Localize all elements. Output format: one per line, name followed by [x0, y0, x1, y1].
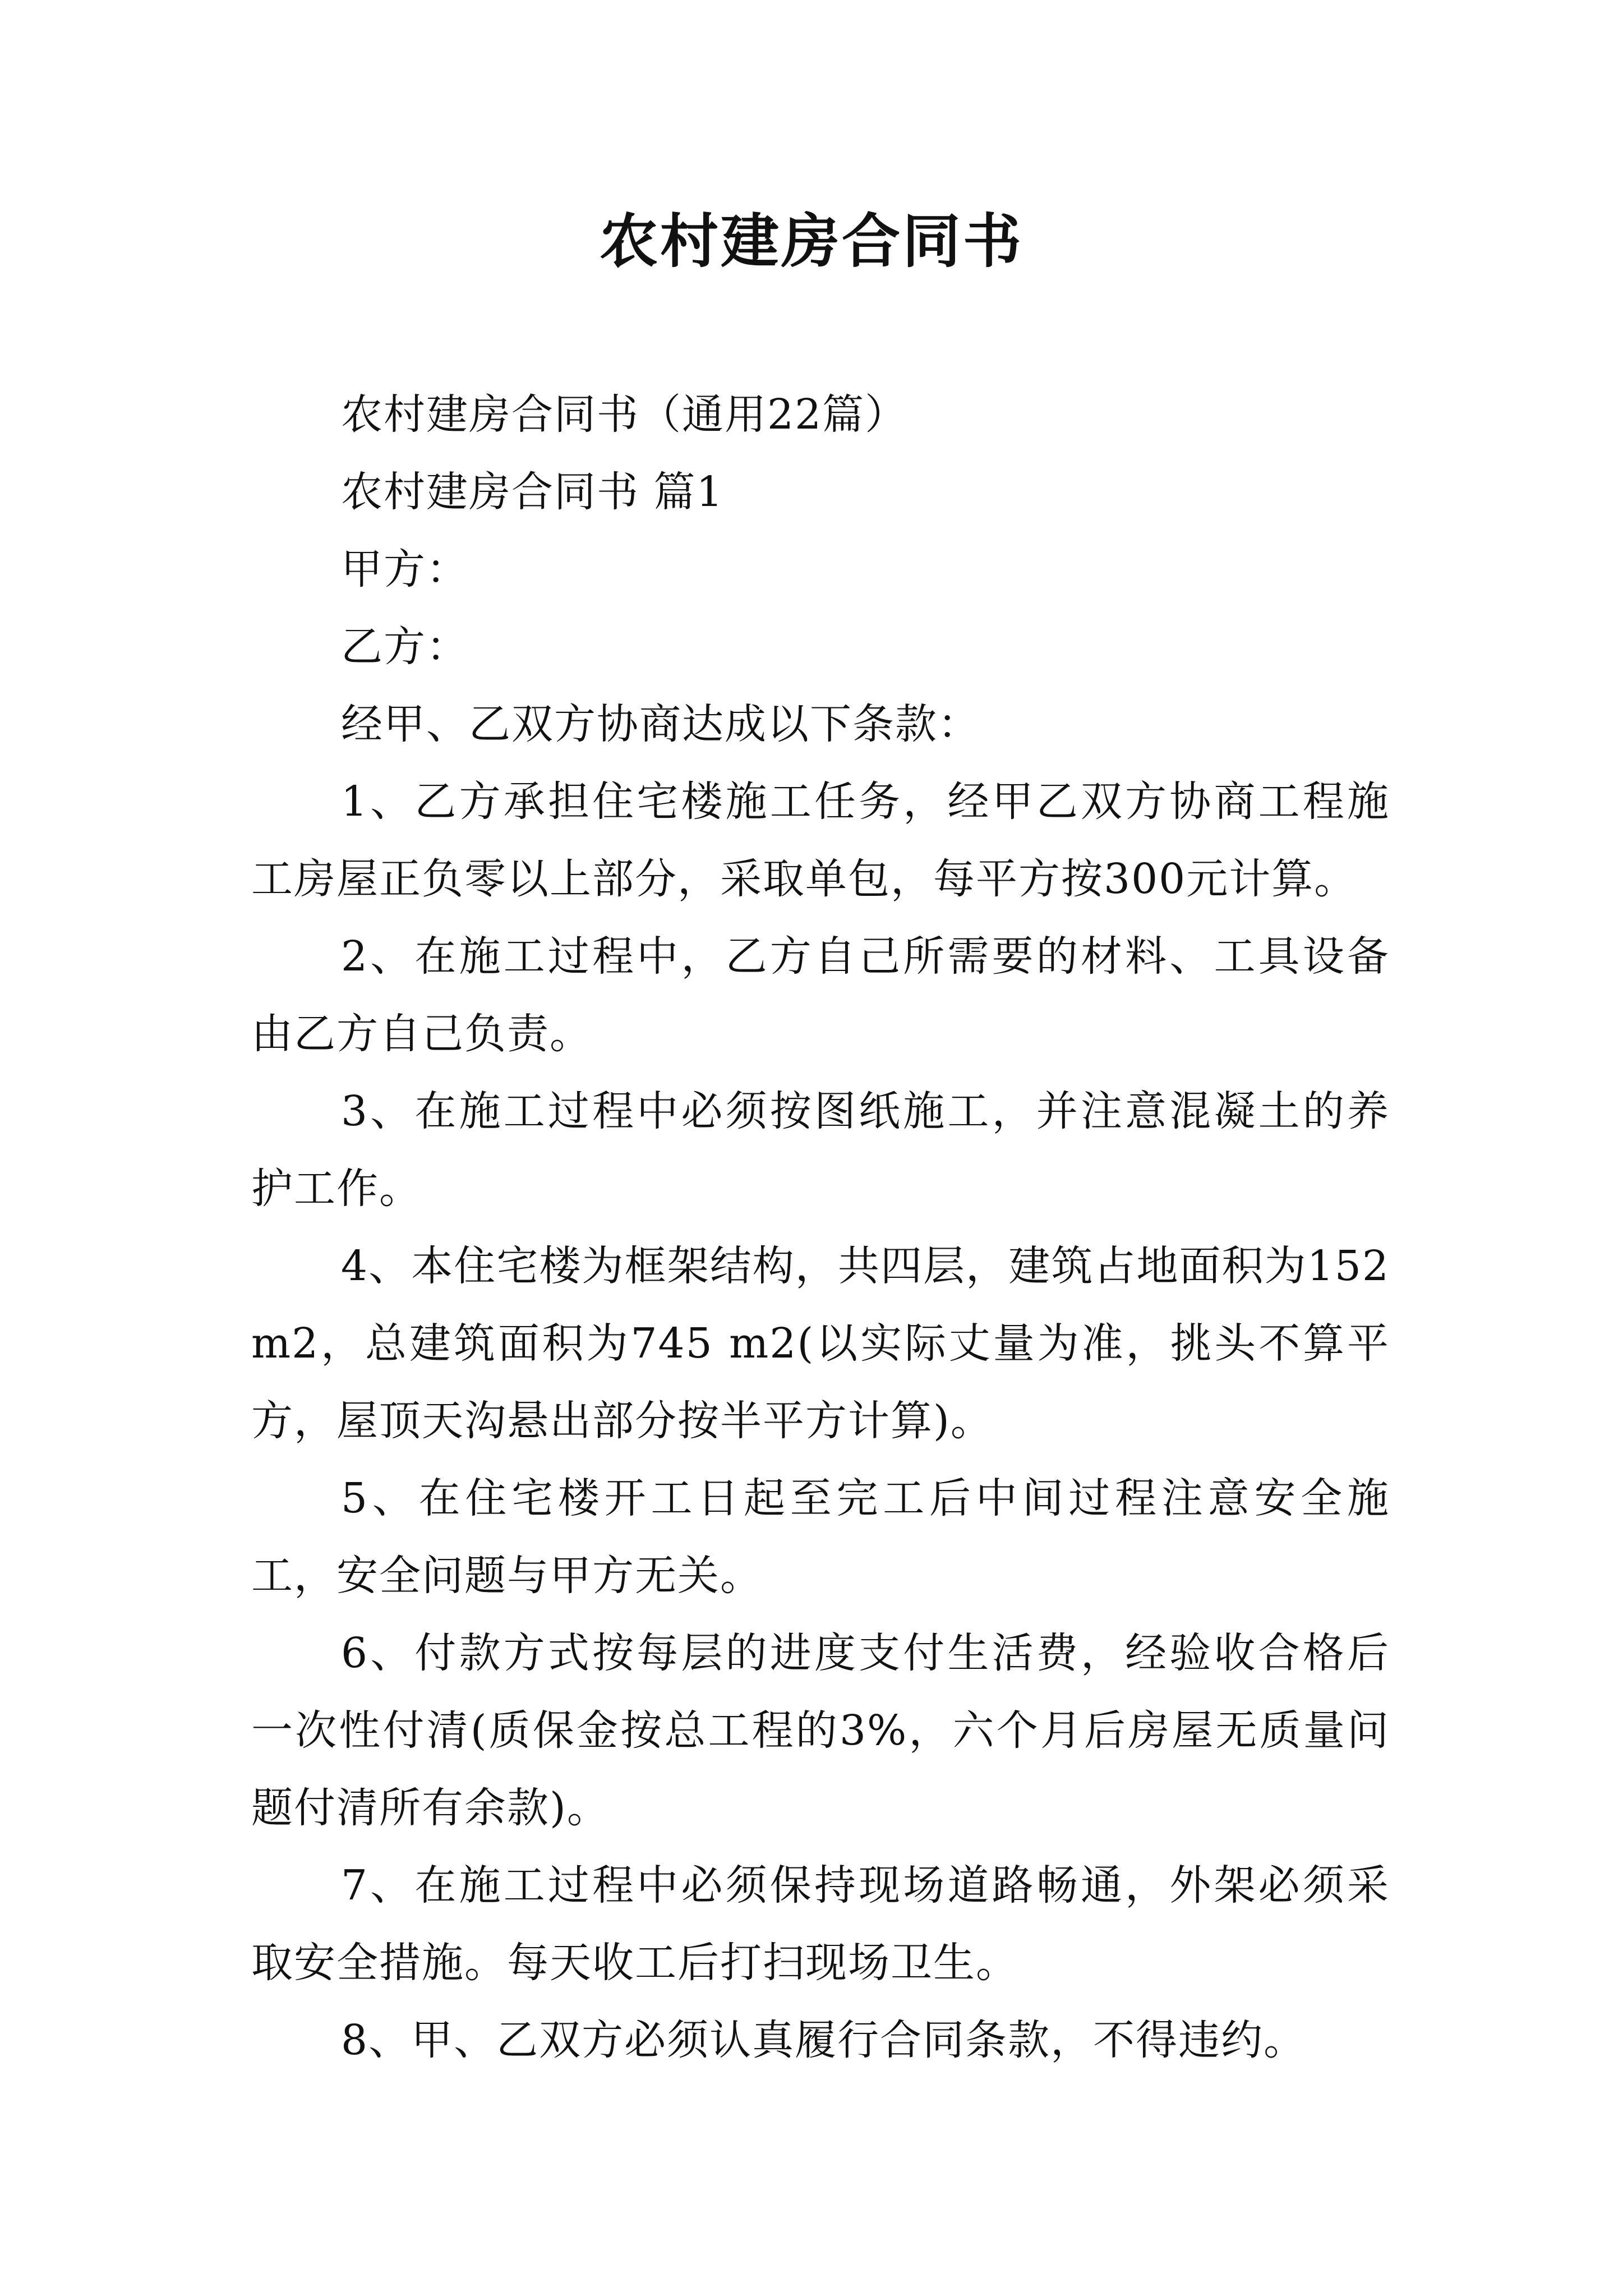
paragraph-subtitle: 农村建房合同书（通用22篇） [341, 390, 908, 439]
paragraph-party-b: 乙方： [341, 623, 469, 671]
paragraph-intro: 经甲、乙双方协商达成以下条款： [341, 700, 980, 748]
paragraph-clause-5: 5、在住宅楼开工日起至完工后中间过程注意安全施工，安全问题与甲方无关。 [251, 1474, 1390, 1600]
paragraph-clause-7: 7、在施工过程中必须保持现场道路畅通，外架必须采取安全措施。每天收工后打扫现场卫生。 [251, 1861, 1390, 1987]
paragraph-clause-4: 4、本住宅楼为框架结构，共四层，建筑占地面积为152m2，总建筑面积为745 m2(以实际丈量为准，挑头不算平方，屋顶天沟悬出部分按半平方计算)。 [251, 1242, 1390, 1445]
paragraph-clause-8: 8、甲、乙双方必须认真履行合同条款，不得违约。 [341, 2016, 1307, 2064]
paragraph-section-heading: 农村建房合同书 篇1 [341, 468, 724, 516]
document-body [251, 376, 1390, 2079]
document-title: 农村建房合同书 [599, 206, 1023, 275]
paragraph-clause-2: 2、在施工过程中，乙方自己所需要的材料、工具设备由乙方自己负责。 [251, 932, 1390, 1058]
paragraph-clause-6: 6、付款方式按每层的进度支付生活费，经验收合格后一次性付清(质保金按总工程的3%，六个月后房屋无质量问题付清所有余款)。 [251, 1629, 1390, 1832]
paragraph-clause-3: 3、在施工过程中必须按图纸施工，并注意混凝土的养护工作。 [251, 1087, 1390, 1213]
paragraph-party-a: 甲方： [341, 545, 469, 593]
paragraph-clause-1: 1、乙方承担住宅楼施工任务，经甲乙双方协商工程施工房屋正负零以上部分，采取单包，每平方按300元计算。 [251, 777, 1390, 903]
